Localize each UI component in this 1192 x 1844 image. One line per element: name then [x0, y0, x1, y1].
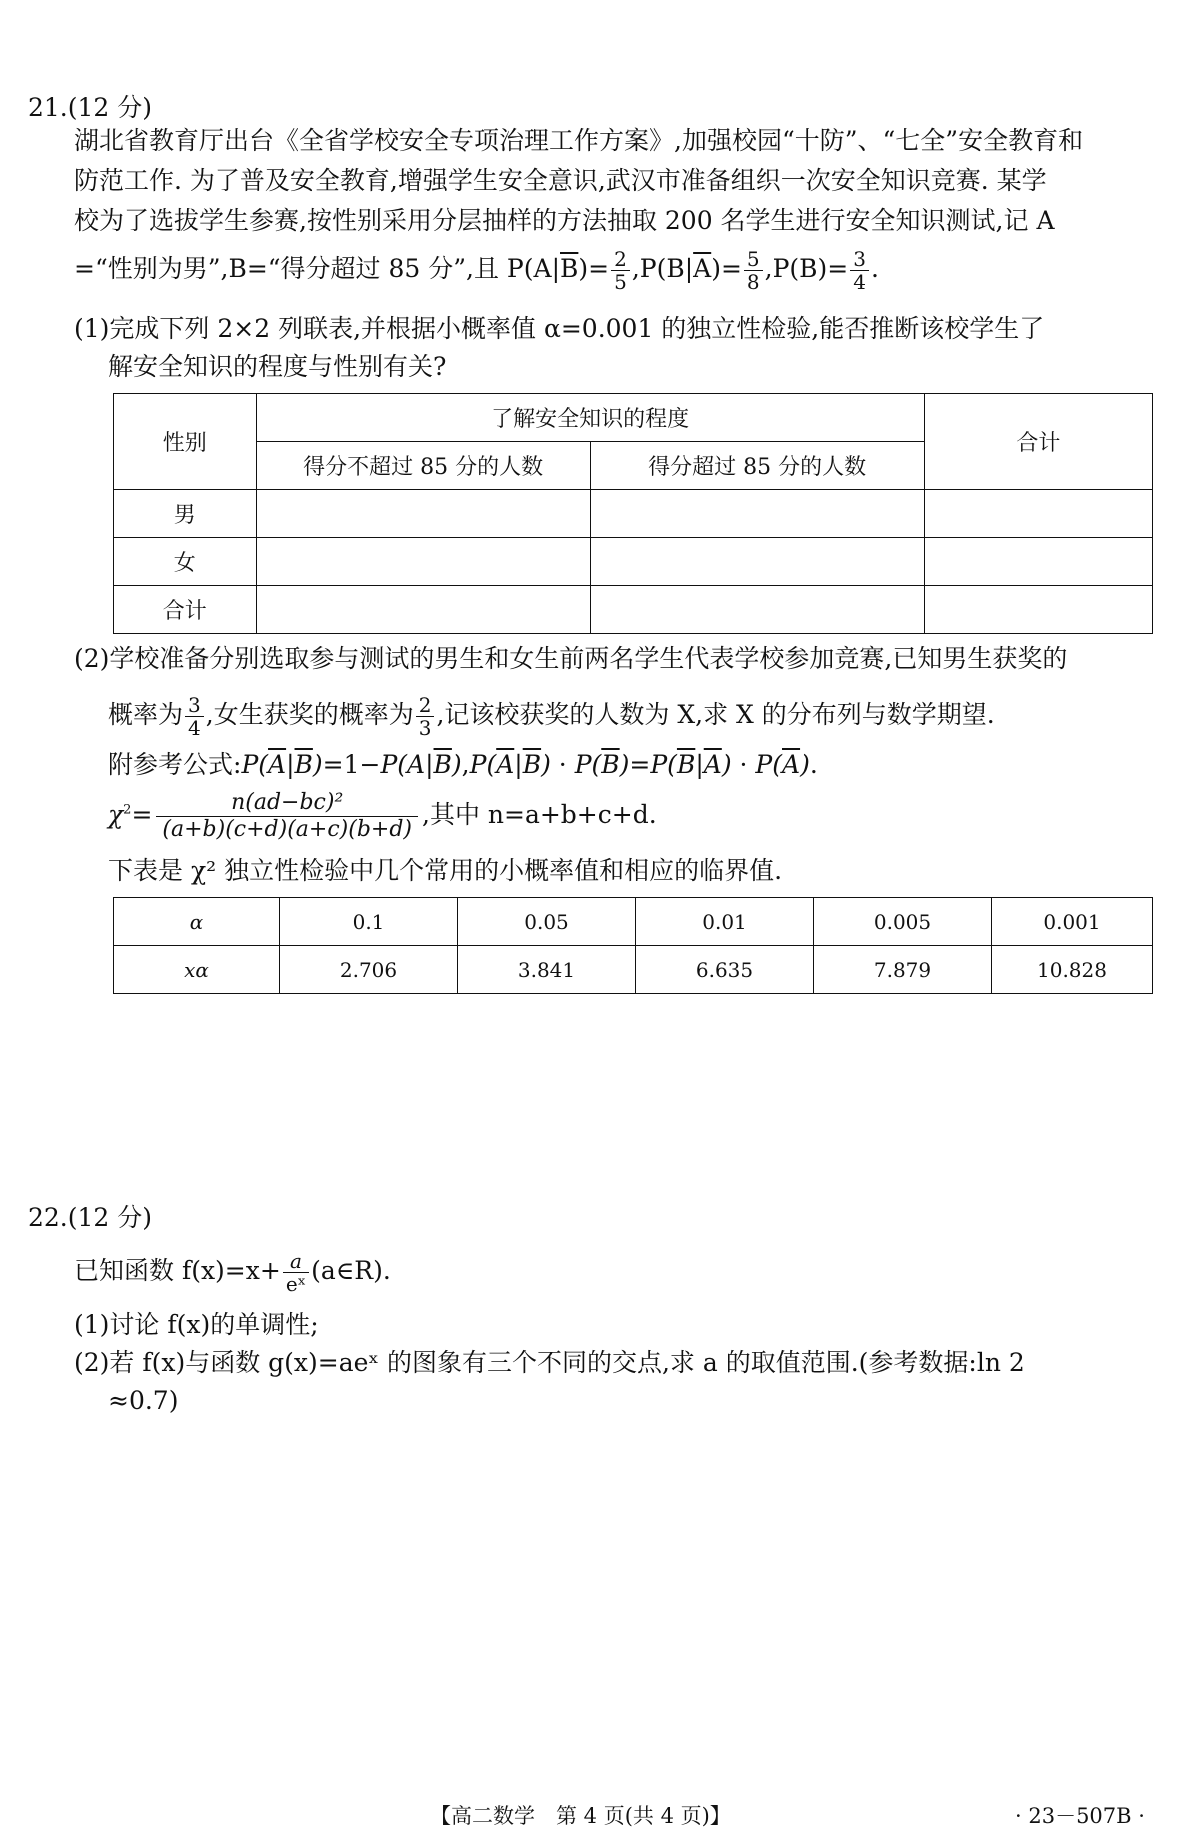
table-cell	[590, 586, 924, 634]
x-alpha-label: xα	[114, 946, 280, 994]
row-label-total: 合计	[114, 586, 257, 634]
question-number: 22.	[28, 1203, 68, 1232]
table-cell	[924, 490, 1152, 538]
header-total: 合计	[924, 394, 1152, 490]
header-score-low: 得分不超过 85 分的人数	[256, 442, 590, 490]
fraction-5-8: $\frac{5}{8}$	[744, 248, 763, 293]
table-cell	[924, 586, 1152, 634]
header-score-high: 得分超过 85 分的人数	[590, 442, 924, 490]
row-label-female: 女	[114, 538, 257, 586]
critical-value-table	[113, 897, 1153, 994]
critical-value: 10.828	[992, 946, 1153, 994]
question-21-header	[28, 88, 152, 124]
q22-part2-line-1: (2)若 f(x)与函数 g(x)=aeˣ 的图象有三个不同的交点,求 a 的取值范围.(参考数据:ln 2	[74, 1348, 1025, 1377]
alpha-value: 0.01	[636, 898, 814, 946]
fraction-a-over-ex: $\frac{a}{\text{eˣ}}$	[283, 1250, 309, 1295]
critical-value: 7.879	[814, 946, 992, 994]
alpha-value: 0.05	[458, 898, 636, 946]
q21-text-line-4: =“性别为男”,B=“得分超过 85 分”,且 $P(A|\overline{B})=$ $\frac{2}{5}$ $,P(B|\overline{A})=$ $\frac{5}{8}$ ,P(B)= $\frac{3}{4}$ .	[74, 247, 879, 294]
chi-square-formula: $\chi^2=$ $\frac{\text{n(ad−bc)²}}{(a+b)(c+d)(a+c)(b+d)}$ ,其中 n=a+b+c+d.	[108, 790, 657, 842]
alpha-value: 0.001	[992, 898, 1153, 946]
table-cell	[256, 490, 590, 538]
alpha-value: 0.005	[814, 898, 992, 946]
fraction-2-3: $\frac{2}{3}$	[416, 694, 435, 739]
paper-code: · 23－507B ·	[1015, 1804, 1145, 1828]
table-cell	[590, 490, 924, 538]
q21-part1-line-1: (1)完成下列 2×2 列联表,并根据小概率值 α=0.001 的独立性检验,能否推断该校学生了	[74, 314, 1045, 343]
fraction-3-4: $\frac{3}{4}$	[850, 248, 869, 293]
q21-text-line-1: 湖北省教育厅出台《全省学校安全专项治理工作方案》,加强校园“十防”、“七全”安全教育和	[74, 126, 1084, 155]
critical-value: 3.841	[458, 946, 636, 994]
table-cell	[924, 538, 1152, 586]
q21-part2-line-1: (2)学校准备分别选取参与测试的男生和女生前两名学生代表学校参加竞赛,已知男生获奖的	[74, 644, 1068, 673]
question-number: 21.	[28, 93, 68, 122]
q22-part1: (1)讨论 f(x)的单调性;	[74, 1310, 319, 1339]
chi-numerator: n(ad−bc)²	[156, 790, 418, 817]
critical-value: 6.635	[636, 946, 814, 994]
table-cell	[590, 538, 924, 586]
table-cell	[256, 538, 590, 586]
table-intro: 下表是 χ² 独立性检验中几个常用的小概率值和相应的临界值.	[108, 856, 783, 885]
critical-value: 2.706	[280, 946, 458, 994]
header-knowledge-group: 了解安全知识的程度	[256, 394, 924, 442]
fraction-2-5: $\frac{2}{5}$	[611, 248, 630, 293]
page-footer: 【高二数学 第 4 页(共 4 页)】	[430, 1804, 731, 1828]
alpha-value: 0.1	[280, 898, 458, 946]
table-cell	[256, 586, 590, 634]
header-gender: 性别	[114, 394, 257, 490]
question-score: (12 分)	[67, 1203, 153, 1232]
chi-tail: ,其中 n=a+b+c+d.	[422, 800, 657, 829]
q21-part2-line-2: 概率为 $\frac{3}{4}$ ,女生获奖的概率为 $\frac{2}{3}$ ,记该校获奖的人数为 X,求 X 的分布列与数学期望.	[108, 693, 995, 740]
conditions-prefix: =“性别为男”,B=“得分超过 85 分”,且 P(A|	[74, 254, 560, 283]
question-22-header	[28, 1198, 152, 1234]
q21-text-line-2: 防范工作. 为了普及安全教育,增强学生安全意识,武汉市准备组织一次安全知识竞赛. 某学	[74, 166, 1047, 195]
q21-part1-line-2: 解安全知识的程度与性别有关?	[108, 352, 447, 381]
reference-label: 附参考公式:	[108, 750, 242, 779]
fraction-3-4: $\frac{3}{4}$	[185, 694, 204, 739]
alpha-label: α	[114, 898, 280, 946]
reference-formula-line: 附参考公式$:P(\overline{A}|\overline{B})=1-P(A|\overline{B}),P(\overline{A}|\overline{B}) \cdot P(\overline{B})=P(\overline{B}|\overline{A}) \cdot P(\overline{A})$.	[108, 750, 818, 779]
question-score: (12 分)	[67, 93, 153, 122]
contingency-table	[113, 393, 1153, 634]
row-label-male: 男	[114, 490, 257, 538]
chi-denominator: (a+b)(c+d)(a+c)(b+d)	[162, 817, 412, 842]
chi-square-fraction	[156, 790, 418, 843]
q22-part2-line-2: ≈0.7)	[108, 1386, 179, 1415]
q21-text-line-3: 校为了选拔学生参赛,按性别采用分层抽样的方法抽取 200 名学生进行安全知识测试,记 A	[74, 206, 1055, 235]
q22-function-definition: 已知函数 f(x)=x+ $\frac{a}{\text{eˣ}}$ (a∈R).	[74, 1249, 391, 1296]
